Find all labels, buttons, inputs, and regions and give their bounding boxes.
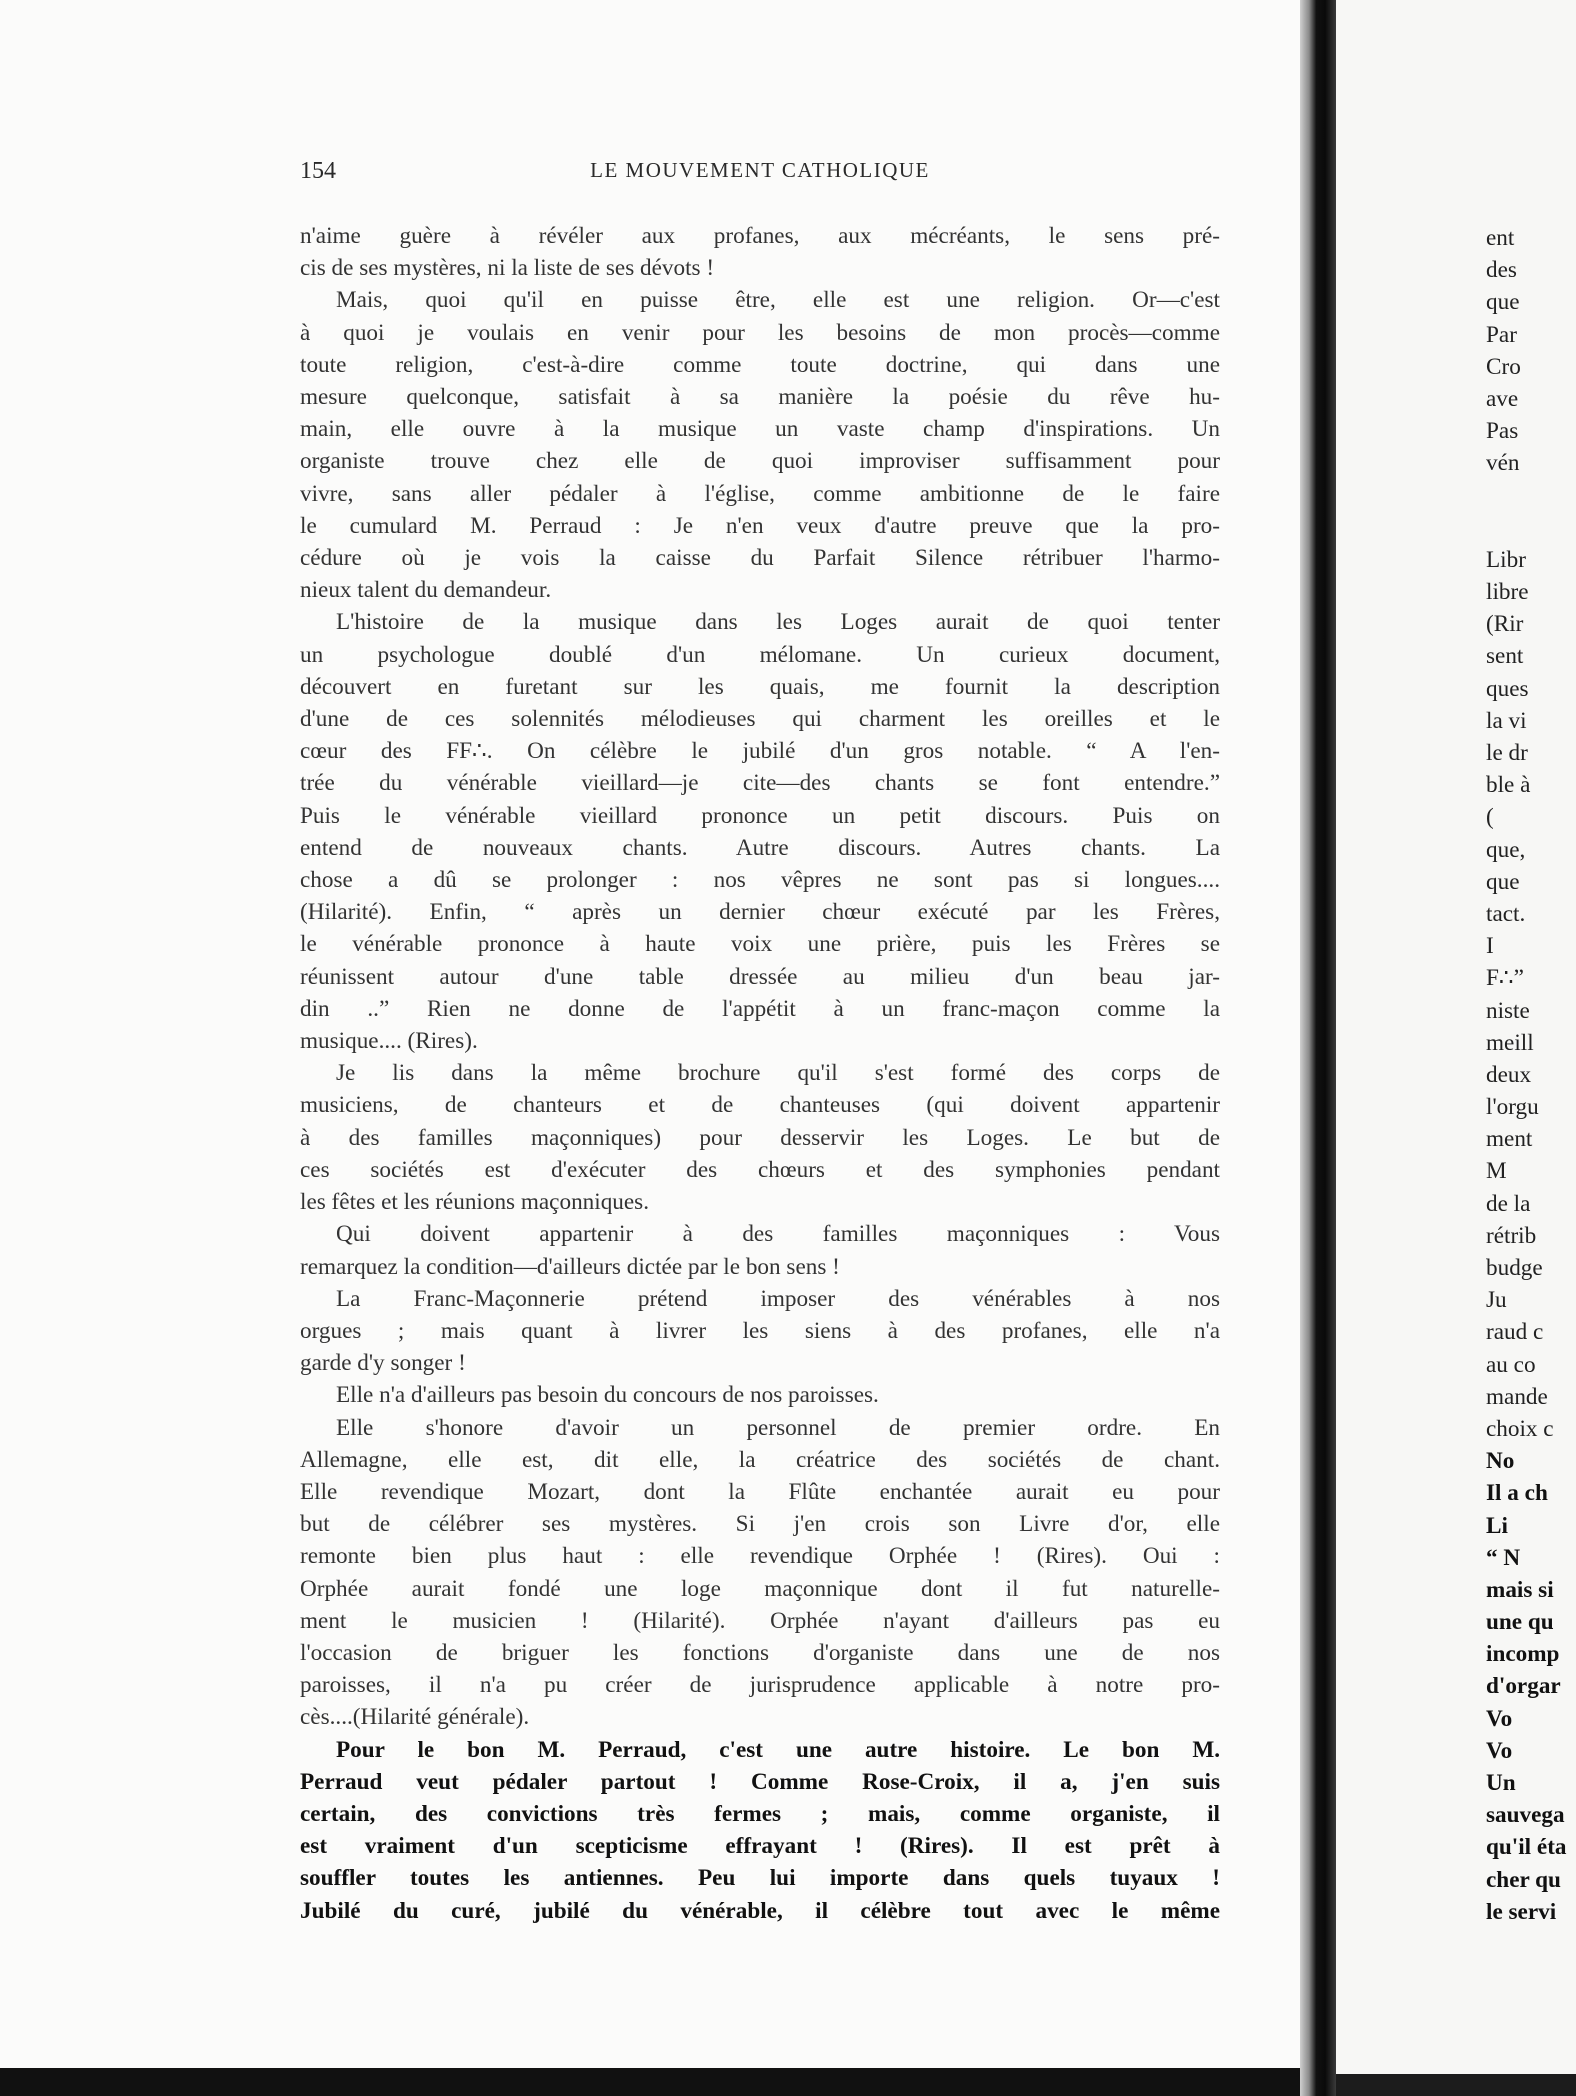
right-text-line (1486, 512, 1576, 544)
right-page (1336, 0, 1576, 2074)
right-text-line: I (1486, 933, 1494, 960)
text-line: réunissent autour d'une table dressée au milieu d'un beau jar- (300, 963, 1220, 990)
right-text-line: l'orgu (1486, 1094, 1539, 1121)
right-text-line: deux (1486, 1061, 1532, 1088)
text-line: n'aime guère à révéler aux profanes, aux mécréants, le sens pré- (300, 223, 1220, 249)
text-line: Jubilé du curé, jubilé du vénérable, il célèbre tout avec le même (300, 1897, 1220, 1924)
right-text-line: Libr (1486, 546, 1526, 573)
page-number: 154 (300, 158, 336, 184)
right-text-line: qu'il éta (1486, 1834, 1567, 1861)
right-text-line: d'orgar (1486, 1673, 1561, 1700)
text-line: découvert en furetant sur les quais, me fournit la description (300, 673, 1220, 700)
right-text-line: au co (1486, 1351, 1536, 1378)
text-line: chose a dû se prolonger : nos vêpres ne sont pas si longues.... (300, 867, 1220, 894)
text-line: les fêtes et les réunions maçonniques. (300, 1189, 650, 1216)
text-line: Je lis dans la même brochure qu'il s'est formé des corps de (336, 1060, 1220, 1087)
text-line: ces sociétés est d'exécuter des chœurs et des symphonies pendant (300, 1156, 1220, 1183)
right-text-line: tact. (1486, 900, 1526, 927)
right-text-line: des (1486, 257, 1517, 284)
text-line: entend de nouveaux chants. Autre discours. Autres chants. La (300, 834, 1220, 861)
text-line: toute religion, c'est-à-dire comme toute doctrine, qui dans une (300, 351, 1220, 378)
text-line: certain, des convictions très fermes ; mais, comme organiste, il (300, 1800, 1220, 1827)
text-line: souffler toutes les antiennes. Peu lui importe dans quels tuyaux ! (300, 1865, 1220, 1892)
right-text-line: meill (1486, 1029, 1534, 1056)
text-line: le vénérable prononce à haute voix une prière, puis les Frères se (300, 931, 1220, 958)
right-text-line: sent (1486, 643, 1524, 670)
right-text-line: F∴” (1486, 965, 1524, 992)
right-text-line: (Rir (1486, 611, 1524, 638)
right-text-line: ( (1486, 804, 1494, 831)
right-text-line: la vi (1486, 707, 1527, 734)
right-text-line: mais si (1486, 1576, 1554, 1603)
text-line: d'une de ces solennités mélodieuses qui charment les oreilles et le (300, 706, 1220, 733)
right-text-line: Un (1486, 1770, 1516, 1796)
scan-border (0, 2068, 1300, 2096)
right-text-line: ble à (1486, 772, 1531, 799)
text-line: main, elle ouvre à la musique un vaste champ d'inspirations. Un (300, 416, 1220, 443)
text-line: à quoi je voulais en venir pour les besoins de mon procès—comme (300, 319, 1220, 346)
right-text-line: le servi (1486, 1898, 1557, 1925)
right-text-line: Pas (1486, 418, 1519, 445)
text-line: Elle n'a d'ailleurs pas besoin du concours de nos paroisses. (336, 1382, 879, 1409)
text-line: à des familles maçonniques) pour desservir les Loges. Le but de (300, 1124, 1220, 1151)
right-text-line: cher qu (1486, 1866, 1561, 1893)
text-line: remonte bien plus haut : elle revendique Orphée ! (Rires). Oui : (300, 1543, 1220, 1570)
right-text-line: une qu (1486, 1609, 1554, 1636)
right-text-line: rétrib (1486, 1222, 1537, 1249)
right-text-line: Vo (1486, 1705, 1513, 1732)
right-text-line: Li (1486, 1512, 1508, 1539)
text-line: cès....(Hilarité générale). (300, 1704, 530, 1731)
text-line: musique.... (Rires). (300, 1028, 478, 1055)
text-line: le cumulard M. Perraud : Je n'en veux d'autre preuve que la pro- (300, 512, 1220, 539)
right-text-line: Il a ch (1486, 1480, 1548, 1507)
text-line: La Franc-Maçonnerie prétend imposer des vénérables à nos (336, 1285, 1220, 1312)
right-text-line: libre (1486, 579, 1529, 606)
right-text-line: niste (1486, 997, 1530, 1024)
right-text-line: Ju (1486, 1287, 1507, 1314)
text-line: Allemagne, elle est, dit elle, la créatrice des sociétés de chant. (300, 1446, 1220, 1473)
right-text-line: sauvega (1486, 1802, 1565, 1829)
text-line: vivre, sans aller pédaler à l'église, comme ambitionne de le faire (300, 480, 1220, 507)
right-text-line: que (1486, 289, 1520, 316)
text-line: orgues ; mais quant à livrer les siens à des profanes, elle n'a (300, 1317, 1220, 1344)
running-head (300, 158, 1220, 188)
right-text-line: No (1486, 1448, 1515, 1475)
running-head-title: LE MOUVEMENT CATHOLIQUE (590, 158, 930, 182)
text-line: musiciens, de chanteurs et de chanteuses (qui doivent appartenir (300, 1092, 1220, 1119)
text-line: cédure où je vois la caisse du Parfait Silence rétribuer l'harmo- (300, 545, 1220, 572)
right-text-line: “ N (1486, 1544, 1521, 1571)
right-text-line: le dr (1486, 740, 1528, 766)
right-text-line: M (1486, 1158, 1507, 1185)
right-text-line: raud c (1486, 1319, 1544, 1346)
right-text-line: mande (1486, 1383, 1548, 1410)
body-text (300, 220, 1220, 1927)
right-text-line: ques (1486, 675, 1529, 702)
right-text-line: ment (1486, 1126, 1533, 1153)
right-text-line: choix c (1486, 1415, 1554, 1442)
text-line: Puis le vénérable vieillard prononce un petit discours. Puis on (300, 802, 1220, 829)
text-line: est vraiment d'un scepticisme effrayant ! (Rires). Il est prêt à (300, 1833, 1220, 1860)
text-line: organiste trouve chez elle de quoi improviser suffisamment pour (300, 448, 1220, 475)
right-text-line: Vo (1486, 1737, 1513, 1764)
text-line: Perraud veut pédaler partout ! Comme Rose-Croix, il a, j'en suis (300, 1768, 1220, 1795)
right-text-line: ave (1486, 385, 1519, 412)
text-line: mesure quelconque, satisfait à sa manière la poésie du rêve hu- (300, 384, 1220, 411)
right-text-line: Cro (1486, 353, 1521, 380)
text-line: ment le musicien ! (Hilarité). Orphée n'ayant d'ailleurs pas eu (300, 1607, 1220, 1634)
text-line: Elle s'honore d'avoir un personnel de premier ordre. En (336, 1414, 1220, 1441)
text-line: but de célébrer ses mystères. Si j'en crois son Livre d'or, elle (300, 1511, 1220, 1538)
right-text-line (1486, 480, 1576, 512)
right-text-line: de la (1486, 1190, 1531, 1217)
text-line: paroisses, il n'a pu créer de jurisprudence applicable à notre pro- (300, 1672, 1220, 1699)
right-text-line: que (1486, 868, 1520, 895)
text-line: nieux talent du demandeur. (300, 577, 552, 604)
text-line: Qui doivent appartenir à des familles maçonniques : Vous (336, 1221, 1220, 1248)
text-line: din ..” Rien ne donne de l'appétit à un franc-maçon comme la (300, 995, 1220, 1022)
text-line: trée du vénérable vieillard—je cite—des chants se font entendre.” (300, 770, 1220, 797)
text-line: (Hilarité). Enfin, “ après un dernier chœur exécuté par les Frères, (300, 899, 1220, 926)
right-text-line: ent (1486, 225, 1515, 251)
right-text-line: que, (1486, 836, 1526, 863)
text-line: cœur des FF∴. On célèbre le jubilé d'un gros notable. “ A l'en- (300, 738, 1220, 765)
text-line: remarquez la condition—d'ailleurs dictée par le bon sens ! (300, 1253, 840, 1280)
right-page-text (1486, 222, 1576, 1928)
text-line: cis de ses mystères, ni la liste de ses dévots ! (300, 255, 715, 282)
text-line: Pour le bon M. Perraud, c'est une autre histoire. Le bon M. (336, 1736, 1220, 1763)
right-text-line: vén (1486, 450, 1520, 477)
text-line: Elle revendique Mozart, dont la Flûte enchantée aurait eu pour (300, 1478, 1220, 1505)
text-line: Mais, quoi qu'il en puisse être, elle est une religion. Or—c'est (336, 287, 1220, 314)
right-text-line: Par (1486, 321, 1517, 348)
text-line: Orphée aurait fondé une loge maçonnique dont il fut naturelle- (300, 1575, 1220, 1602)
text-line: L'histoire de la musique dans les Loges aurait de quoi tenter (336, 609, 1220, 636)
text-line: un psychologue doublé d'un mélomane. Un curieux document, (300, 641, 1220, 668)
right-text-line: budge (1486, 1255, 1543, 1281)
text-line: garde d'y songer ! (300, 1350, 466, 1377)
right-text-line: incomp (1486, 1641, 1560, 1668)
text-line: l'occasion de briguer les fonctions d'organiste dans une de nos (300, 1639, 1220, 1666)
book-gutter (1300, 0, 1336, 2096)
